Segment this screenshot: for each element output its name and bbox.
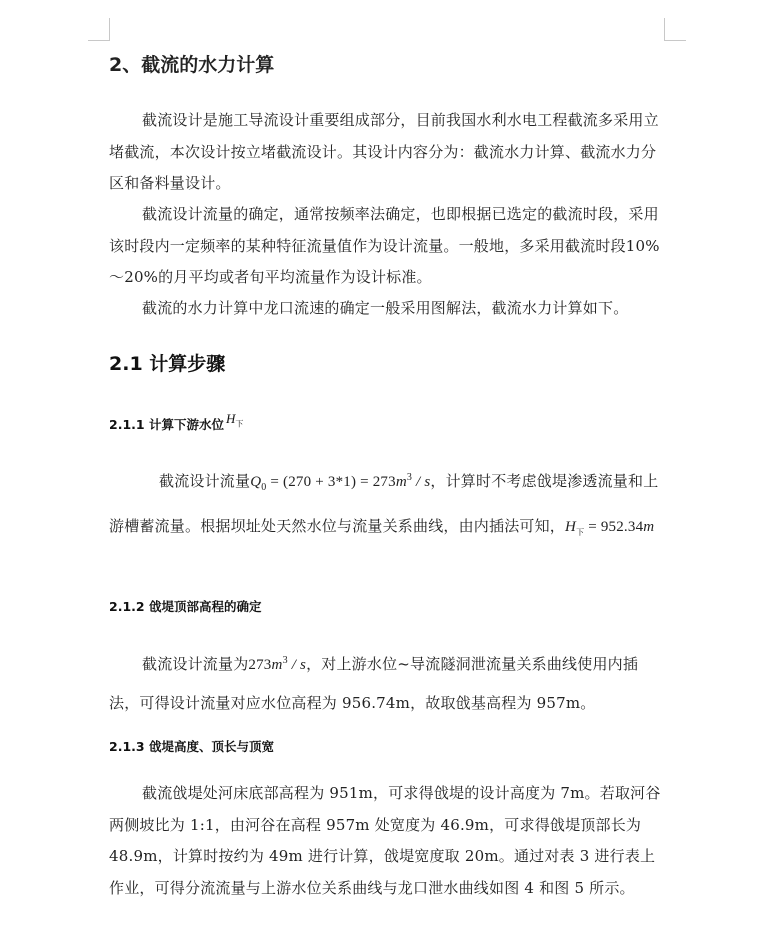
- result-h-letter: H: [565, 519, 577, 535]
- heading-2-1-1-text: 2.1.1 计算下游水位: [109, 417, 224, 432]
- heading-2-1-1: [109, 411, 665, 436]
- p212-unit: [272, 657, 307, 673]
- formula-q-sub: 0: [261, 482, 267, 493]
- formula-unit: [396, 474, 431, 490]
- p212-unit-tail: / s: [287, 657, 307, 673]
- formula-unit-tail: / s: [412, 474, 431, 490]
- p212-unit-letter: m: [271, 657, 283, 673]
- p211-part1: 截流设计流量: [159, 472, 251, 490]
- paragraph-2-1-1: [109, 459, 665, 552]
- crop-mark-top-left-vertical: [109, 18, 110, 40]
- intro-paragraph-2: 截流设计流量的确定，通常按频率法确定，也即根据已选定的截流时段，采用该时段内一定频率的某种特征流量值作为设计流量。一般地，多采用截流时段10%～20%的月平均或者旬平均流量作为设计标准。: [109, 205, 660, 286]
- p212-part1: 截流设计流量为: [142, 655, 249, 673]
- p212-value: 273: [248, 657, 272, 673]
- formula-unit-letter: m: [395, 474, 407, 490]
- heading-h-letter: H: [225, 411, 236, 426]
- paragraph-2-1-3: 截流戗堤处河床底部高程为 951m，可求得戗堤的设计高度为 7m。若取河谷两侧坡比为 1:1，由河谷在高程 957m 处宽度为 46.9m，可求得戗堤顶部长为 48.9m，计算时按约为 49m 进行计算，戗堤宽度取 20m。通过对表 3 进行表上作业，可得分流流量与上游水位关系曲线与龙口泄水曲线如图 4 和图 5 所示。: [109, 784, 661, 897]
- result-h-sub: 下: [576, 528, 585, 537]
- heading-2-1-2: 2.1.2 戗堤顶部高程的确定: [109, 599, 262, 614]
- heading-h-sub: 下: [235, 419, 244, 429]
- result-value: = 952.34: [584, 519, 644, 535]
- p212-unit-sup: 3: [282, 655, 288, 666]
- formula-q-letter: Q: [250, 474, 262, 490]
- result-unit: m: [643, 519, 655, 535]
- heading-2-1-3: 2.1.3 戗堤高度、顶长与顶宽: [109, 739, 274, 754]
- paragraph-2-1-2: [109, 642, 665, 722]
- formula-equation: = (270 + 3*1) = 273: [266, 474, 396, 490]
- intro-paragraph-3: 截流的水力计算中龙口流速的确定一般采用图解法，截流水力计算如下。: [142, 299, 629, 317]
- crop-mark-top-left-horizontal: [88, 40, 110, 41]
- section-title: 2、截流的水力计算: [109, 54, 275, 76]
- p211-part2: ，计算时不考虑戗堤渗透流量和上游槽蓄流量。根据坝址处天然水位与流量关系曲线，由内插法可知，: [109, 472, 659, 535]
- crop-mark-top-right-horizontal: [664, 40, 686, 41]
- formula-unit-sup: 3: [406, 472, 413, 483]
- crop-mark-top-right-vertical: [664, 18, 665, 40]
- intro-paragraph-1: 截流设计是施工导流设计重要组成部分，目前我国水利水电工程截流多采用立堵截流，本次设计按立堵截流设计。其设计内容分为：截流水力计算、截流水力分区和备料量设计。: [109, 111, 659, 192]
- formula-q-symbol: [250, 474, 267, 493]
- p212-part2: ，对上游水位~导流隧洞泄流量关系曲线使用内插法，可得设计流量对应水位高程为 956.74m，故取戗基高程为 957m。: [109, 655, 639, 712]
- subsection-title: 2.1 计算步骤: [109, 353, 226, 375]
- result-h-symbol: [565, 519, 584, 535]
- heading-h-symbol: [225, 411, 244, 429]
